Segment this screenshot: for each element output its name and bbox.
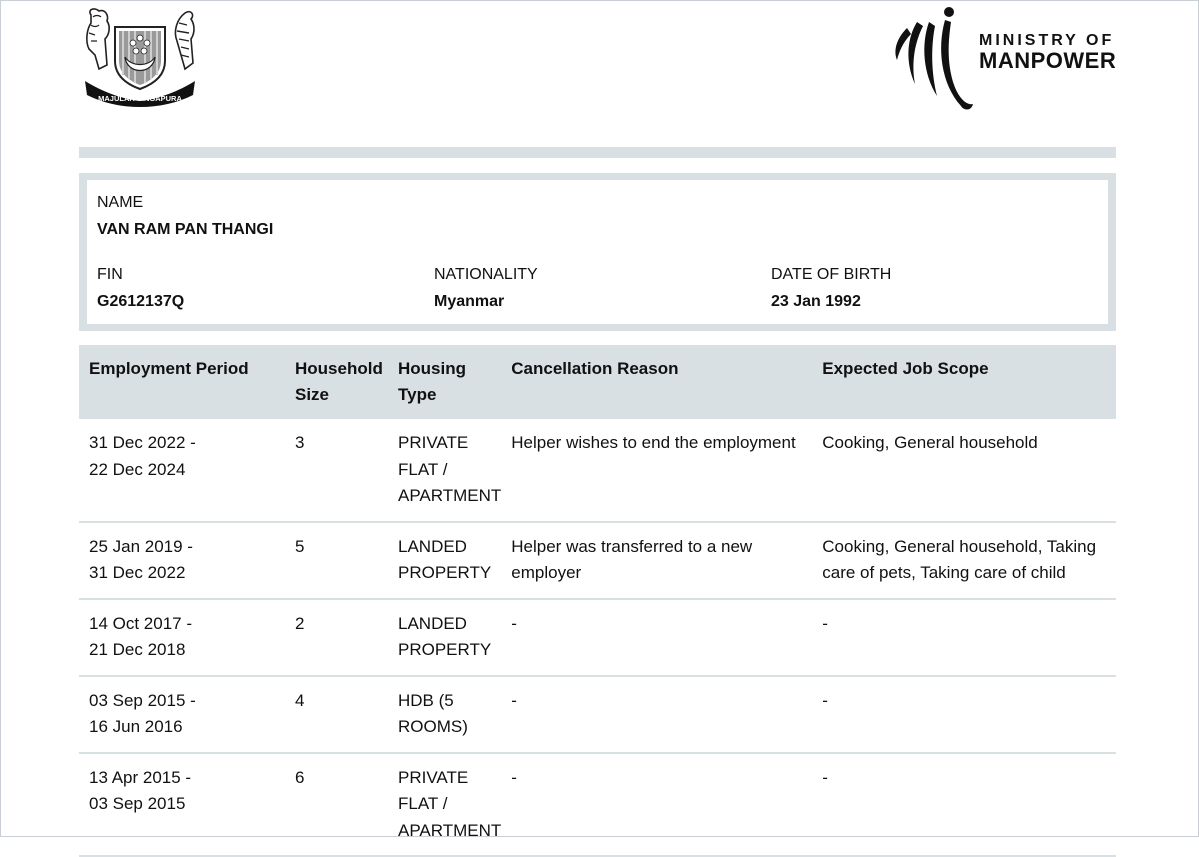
table-row <box>79 522 1116 599</box>
housing-type-cell: PRIVATE FLAT / APARTMENT <box>388 753 501 857</box>
job-scope-cell: Cooking, General household <box>812 419 1116 522</box>
singapore-crest-logo <box>81 5 199 109</box>
employment-period-cell <box>79 419 285 522</box>
nationality-label: NATIONALITY <box>434 266 538 283</box>
table-header-row <box>79 345 1116 419</box>
period-end: 21 Dec 2018 <box>89 640 186 659</box>
period-end: 03 Sep 2015 <box>89 794 186 813</box>
cancellation-reason-cell: - <box>501 676 812 753</box>
household-size-cell: 2 <box>285 599 388 676</box>
header-household-size: Household Size <box>285 345 388 419</box>
employment-period-cell <box>79 676 285 753</box>
employment-period-cell <box>79 522 285 599</box>
nationality-value: Myanmar <box>434 293 505 310</box>
job-scope-cell: - <box>812 676 1116 753</box>
ministry-of-manpower-logo <box>889 4 1121 116</box>
job-scope-cell: - <box>812 599 1116 676</box>
table-row <box>79 753 1116 857</box>
cancellation-reason-cell: Helper wishes to end the employment <box>501 419 812 522</box>
header-expected-job-scope: Expected Job Scope <box>812 345 1116 419</box>
housing-type-cell: HDB (5 ROOMS) <box>388 676 501 753</box>
logo-line-ministry: MINISTRY OF <box>979 32 1115 49</box>
dob-label: DATE OF BIRTH <box>771 266 892 283</box>
period-end: 16 Jun 2016 <box>89 717 183 736</box>
cancellation-reason-cell: Helper was transferred to a new employer <box>501 522 812 599</box>
header-employment-period: Employment Period <box>79 345 285 419</box>
employment-history-table <box>79 345 1116 857</box>
period-start: 14 Oct 2017 - <box>89 613 193 633</box>
name-label: NAME <box>97 194 144 211</box>
housing-type-cell: LANDED PROPERTY <box>388 522 501 599</box>
housing-type-cell: PRIVATE FLAT / APARTMENT <box>388 419 501 522</box>
name-value: VAN RAM PAN THANGI <box>97 221 274 238</box>
table-row <box>79 599 1116 676</box>
job-scope-cell: - <box>812 753 1116 857</box>
header-cancellation-reason: Cancellation Reason <box>501 345 812 419</box>
crest-motto-text: MAJULAH SINGAPURA <box>98 94 182 103</box>
cancellation-reason-cell: - <box>501 599 812 676</box>
job-scope-cell: Cooking, General household, Taking care of pets, Taking care of child <box>812 522 1116 599</box>
table-row <box>79 676 1116 753</box>
period-start: 25 Jan 2019 - <box>89 536 193 556</box>
period-start: 31 Dec 2022 - <box>89 433 196 452</box>
household-size-cell: 4 <box>285 676 388 753</box>
period-start: 03 Sep 2015 - <box>89 690 196 710</box>
household-size-cell: 3 <box>285 419 388 522</box>
household-size-cell: 5 <box>285 522 388 599</box>
cancellation-reason-cell: - <box>501 753 812 857</box>
dob-value: 23 Jan 1992 <box>771 293 861 310</box>
household-size-cell: 6 <box>285 753 388 857</box>
employment-period-cell <box>79 753 285 857</box>
header-divider-bar <box>79 147 1116 158</box>
personal-info-panel <box>79 173 1116 331</box>
header-housing-type: Housing Type <box>388 345 501 419</box>
period-start: 13 Apr 2015 - <box>89 767 192 787</box>
employment-period-cell <box>79 599 285 676</box>
table-row <box>79 419 1116 522</box>
period-end: 22 Dec 2024 <box>89 459 186 479</box>
fin-value: G2612137Q <box>97 293 185 310</box>
period-end: 31 Dec 2022 <box>89 563 186 582</box>
fin-label: FIN <box>97 266 123 283</box>
logo-line-manpower: MANPOWER <box>979 48 1117 73</box>
housing-type-cell: LANDED PROPERTY <box>388 599 501 676</box>
